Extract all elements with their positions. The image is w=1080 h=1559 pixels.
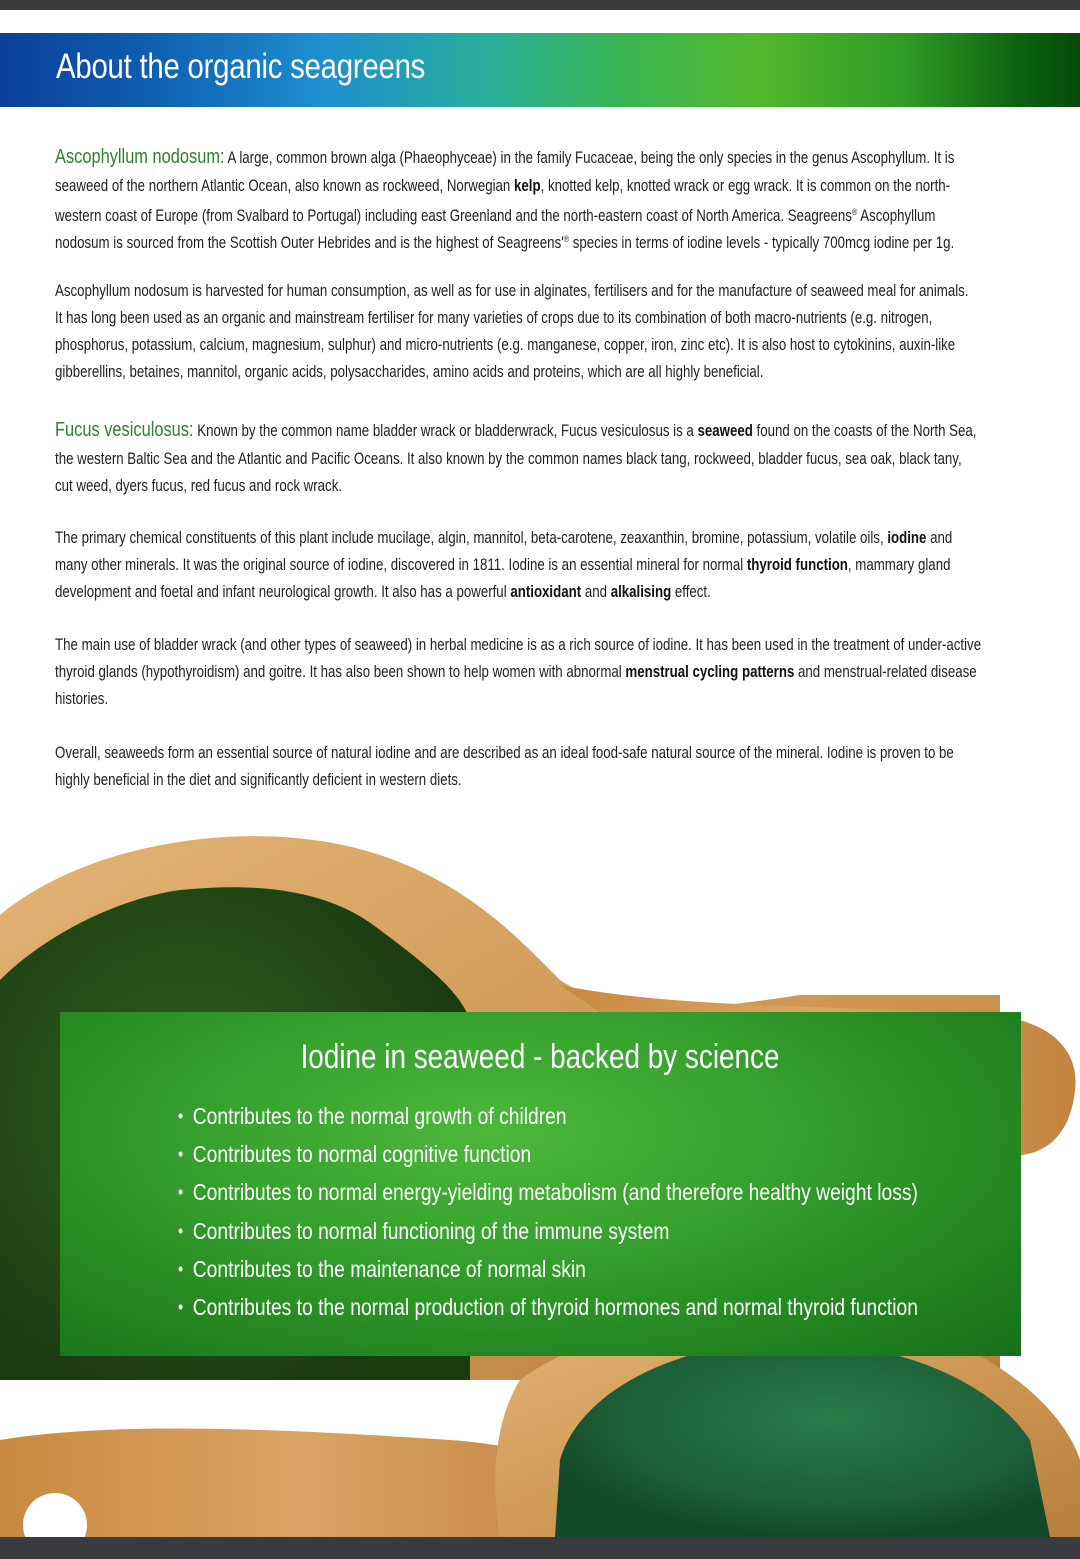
- text-line: , mammary gland: [847, 555, 951, 574]
- list-item: [178, 1136, 918, 1174]
- registered-mark: ®: [851, 207, 858, 217]
- list-item: [178, 1098, 918, 1136]
- text-line: and: [926, 528, 953, 547]
- text-line: effect.: [671, 582, 711, 601]
- text-line: cut weed, dyers fucus, red fucus and rock wrack.: [55, 476, 343, 495]
- list-item-text: Contributes to the normal growth of children: [192, 1103, 567, 1129]
- bullet-icon: •: [178, 1220, 184, 1241]
- list-item: [178, 1174, 918, 1212]
- text-line: seaweed of the northern Atlantic Ocean, also known as rockweed, Norwegian: [55, 176, 514, 195]
- top-bar: [0, 0, 1080, 10]
- bold-term: kelp: [513, 176, 541, 195]
- page-title: About the organic seagreens: [56, 47, 426, 86]
- bold-term: antioxidant: [510, 582, 582, 601]
- list-item-text: Contributes to the maintenance of normal skin: [192, 1255, 586, 1282]
- text-line: the western Baltic Sea and the Atlantic and Pacific Oceans. It also known by the common names black tang, rockweed, bladder fucus, sea oak, black tany,: [55, 449, 962, 468]
- text-line: Ascophyllum: [857, 206, 936, 225]
- fucus-paragraph-4: [55, 739, 1015, 793]
- text-line: The main use of bladder wrack (and other types of seaweed) in herbal medicine is as a rich source of iodine. It has been used in the treatment of under-active: [55, 635, 982, 654]
- text-line: It has long been used as an organic and mainstream fertiliser for many varieties of crops due to its combination of both macro-nutrients (e.g. nitrogen,: [55, 308, 933, 327]
- text-line: gibberellins, betaines, mannitol, organic acids, polysaccharides, amino acids and proteins, which are all highly beneficial.: [55, 362, 764, 381]
- text-line: found on the coasts of the North Sea,: [752, 421, 977, 440]
- ascophyllum-term: Ascophyllum nodosum:: [55, 145, 225, 168]
- text-line: , knotted kelp, knotted wrack or egg wrack. It is common on the north-: [540, 176, 951, 195]
- science-bullet-list: [178, 1098, 1080, 1327]
- text-line: highly beneficial in the diet and significantly deficient in western diets.: [55, 770, 462, 789]
- text-line: and: [581, 582, 611, 601]
- list-item-text: Contributes to normal functioning of the immune system: [192, 1217, 670, 1244]
- list-item-text: Contributes to the normal production of thyroid hormones and normal thyroid function: [192, 1293, 918, 1320]
- bullet-icon: •: [178, 1258, 184, 1279]
- ascophyllum-paragraph-1: [55, 141, 1015, 253]
- text-line: phosphorus, potassium, calcium, magnesium, sulphur) and micro-nutrients (e.g. manganese, copper, iron, zinc etc). It is also host to cytokinins, auxin-like: [55, 335, 956, 354]
- fucus-paragraph-2: [55, 524, 1015, 605]
- text-line: species in terms of iodine levels - typically 700mcg iodine per 1g.: [569, 233, 955, 252]
- fucus-paragraph-3: [55, 631, 1015, 712]
- text-line: Ascophyllum nodosum is harvested for human consumption, as well as for use in alginates, fertilisers and for the manufacture of seaweed meal for animals.: [55, 281, 969, 300]
- bullet-icon: •: [178, 1106, 184, 1126]
- text-line: many other minerals. It was the original source of iodine, discovered in 1811. Iodine is an essential mineral for normal: [55, 555, 747, 574]
- text-line: Overall, seaweeds form an essential source of natural iodine and are described as an ideal food-safe natural source of the mineral. Iodine is proven to be: [55, 743, 954, 762]
- text-line: development and foetal and infant neurological growth. It also has a powerful: [55, 582, 511, 601]
- list-item-text: Contributes to normal cognitive function: [192, 1141, 532, 1168]
- bullet-icon: •: [178, 1182, 184, 1203]
- bottom-bar: [0, 1537, 1080, 1559]
- list-item: [178, 1213, 918, 1251]
- text-line: thyroid glands (hypothyroidism) and goitre. It has also been shown to help women with abnormal: [55, 662, 626, 681]
- text-line: nodosum is sourced from the Scottish Outer Hebrides and is the highest of Seagreens': [55, 233, 564, 252]
- bullet-icon: •: [178, 1144, 184, 1165]
- list-item: [178, 1289, 918, 1327]
- list-item: [178, 1251, 918, 1289]
- text-line: histories.: [55, 689, 109, 708]
- text-line: western coast of Europe (from Svalbard to Portugal) including east Greenland and the north-eastern coast of North America. Seagreens: [55, 206, 852, 225]
- text-line: Known by the common name bladder wrack or bladderwrack, Fucus vesiculosus is a: [197, 421, 698, 440]
- text-line: and menstrual-related disease: [794, 662, 977, 681]
- bold-term: menstrual cycling patterns: [625, 662, 795, 681]
- list-item-text: Contributes to normal energy-yielding metabolism (and therefore healthy weight loss): [192, 1179, 918, 1206]
- science-box-title: Iodine in seaweed - backed by science: [300, 1038, 780, 1076]
- text-line: The primary chemical constituents of this plant include mucilage, algin, mannitol, beta-carotene, zeaxanthin, bromine, potassium, volatile oils,: [55, 528, 888, 547]
- science-box-title-wrap: [0, 1038, 1080, 1077]
- bullet-icon: •: [178, 1296, 184, 1317]
- bold-term: iodine: [887, 528, 927, 547]
- fucus-paragraph-1: [55, 414, 1015, 499]
- ascophyllum-paragraph-2: [55, 277, 1015, 385]
- bold-term: seaweed: [697, 421, 753, 440]
- bold-term: thyroid function: [746, 555, 848, 574]
- registered-mark: ®: [563, 234, 570, 244]
- fucus-term: Fucus vesiculosus:: [55, 418, 194, 441]
- bold-term: alkalising: [610, 582, 672, 601]
- text-line: A large, common brown alga (Phaeophyceae) in the family Fucaceae, being the only species in the genus Ascophyllum. It is: [227, 148, 955, 167]
